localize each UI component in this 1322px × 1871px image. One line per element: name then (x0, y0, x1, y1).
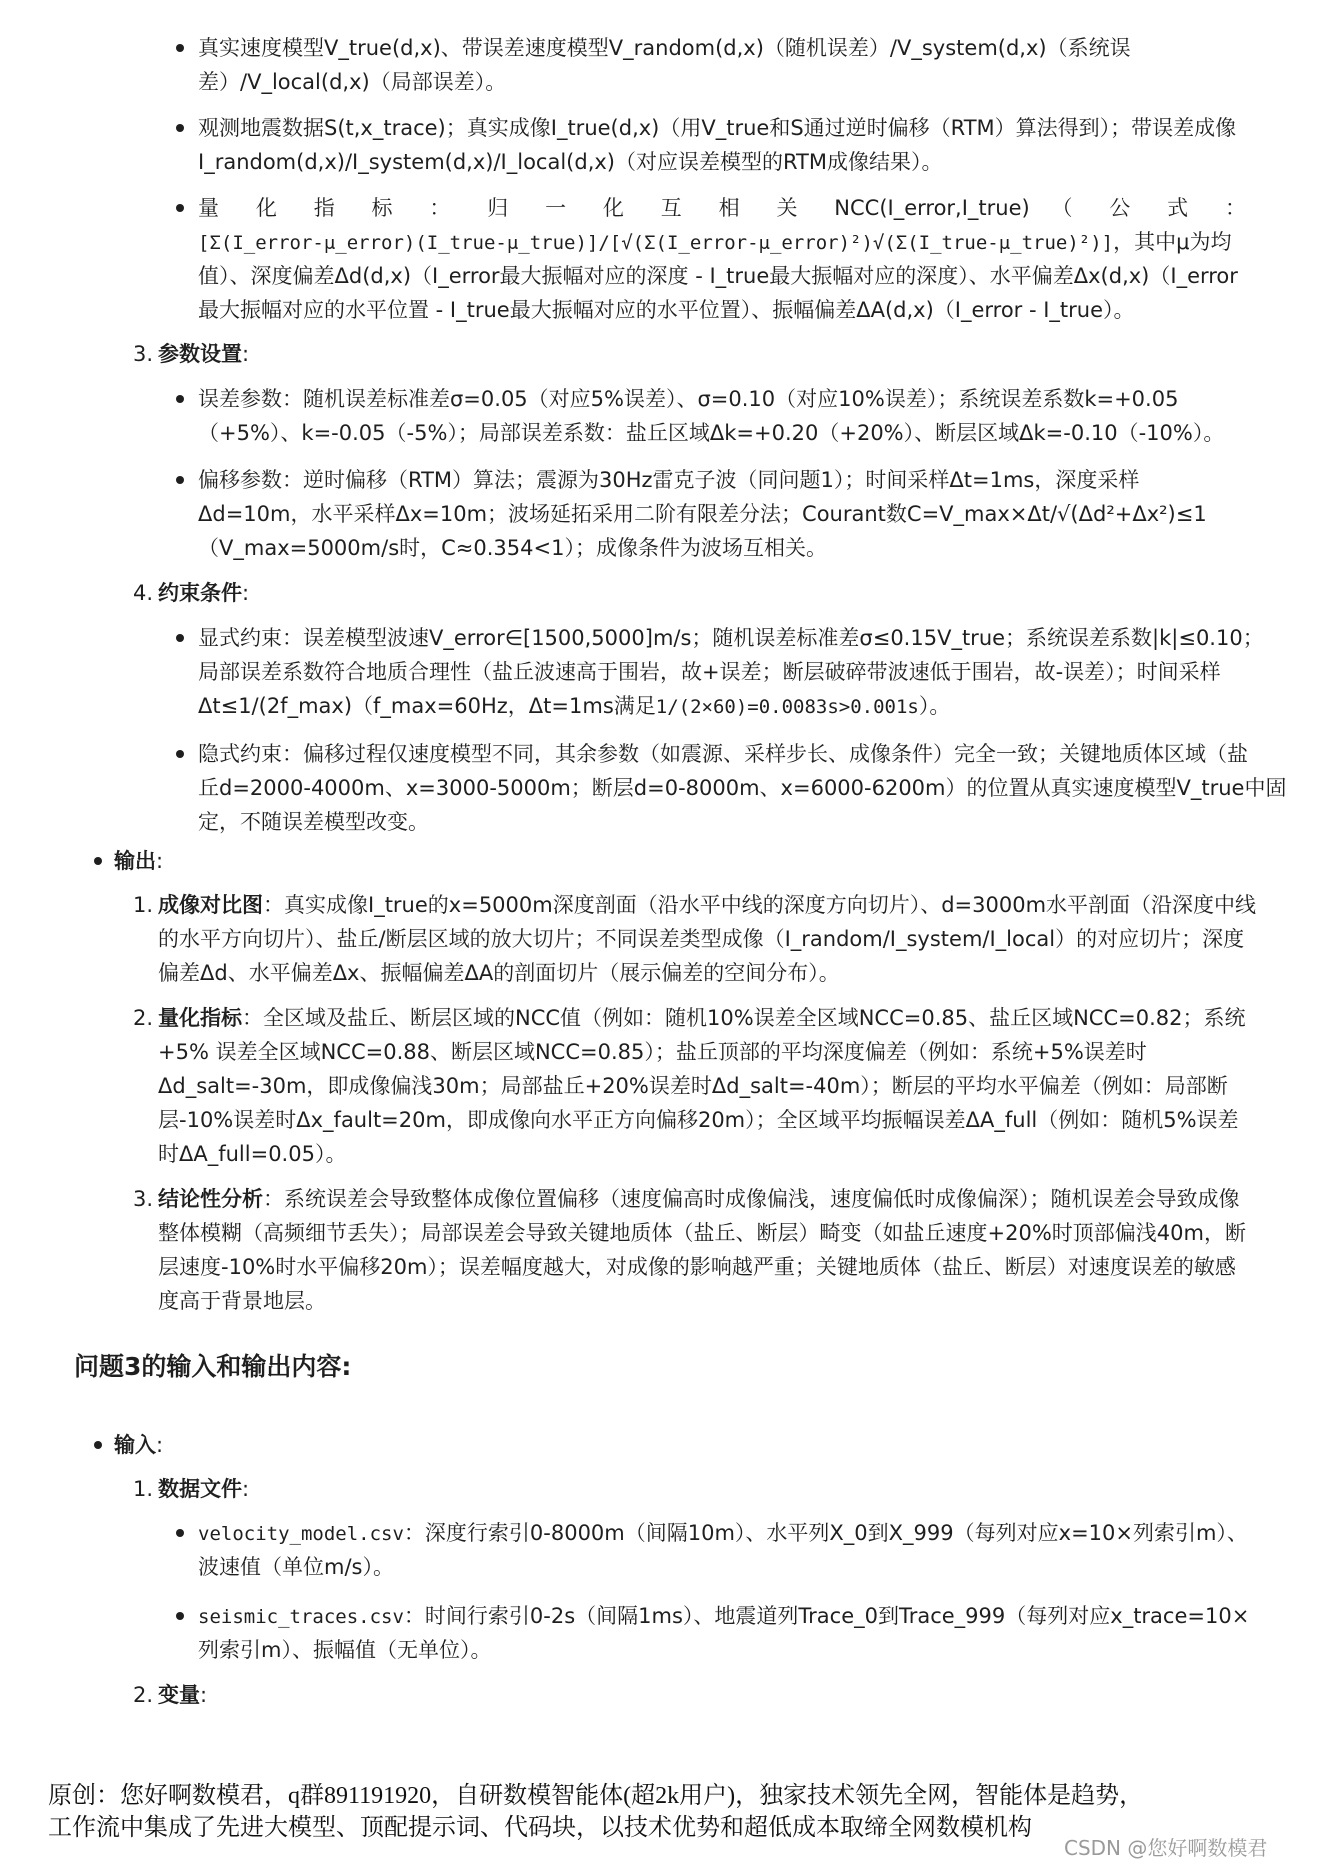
list-number: 1. (133, 1477, 154, 1501)
paragraph-line: 隐式约束：偏移过程仅速度模型不同，其余参数（如震源、采样步长、成像条件）完全一致；关键地质体区域（盐 (198, 742, 1248, 766)
paragraph-line: 波速值（单位m/s）。 (198, 1555, 394, 1579)
paragraph-line: 偏差Δd、水平偏差Δx、振幅偏差ΔA的剖面切片（展示偏差的空间分布）。 (158, 961, 840, 985)
paragraph-line: Δd_salt=-30m，即成像偏浅30m；局部盐丘+20%误差时Δd_salt=-40m）；断层的平均水平偏差（例如：局部断 (158, 1074, 1228, 1098)
list-number: 3. (133, 1187, 154, 1211)
section-heading: 问题3的输入和输出内容: (74, 1352, 352, 1381)
paragraph-line: 的水平方向切片）、盐丘/断层区域的放大切片；不同误差类型成像（I_random/I_system/I_local）的对应切片；深度 (158, 927, 1245, 951)
paragraph-line: （V_max=5000m/s时，C≈0.354<1）；成像条件为波场互相关。 (198, 536, 827, 560)
bullet (176, 634, 184, 642)
file-name-code: seismic_traces.csv (198, 1606, 404, 1628)
paragraph-line: 结论性分析：系统误差会导致整体成像位置偏移（速度偏高时成像偏浅，速度偏低时成像偏深）；随机误差会导致成像 (158, 1187, 1240, 1211)
paragraph-line: 量 化 指 标 ： 归 一 化 互 相 关 NCC(I_error,I_true) （ 公 式 ： (198, 196, 1247, 220)
paragraph-line (198, 225, 1232, 259)
paragraph-line: 误差参数：随机误差标准差σ=0.05（对应5%误差）、σ=0.10（对应10%误差）；系统误差系数k=+0.05 (198, 387, 1179, 411)
bullet (176, 750, 184, 758)
list-number: 3. (133, 342, 154, 366)
paragraph-line: 局部误差系数符合地质合理性（盐丘波速高于围岩，故+误差；断层破碎带波速低于围岩，故-误差）；时间采样 (198, 660, 1221, 684)
bullet (176, 476, 184, 484)
paragraph-line: 层-10%误差时Δx_fault=20m，即成像向水平正方向偏移20m）；全区域平均振幅误差ΔA_full（例如：随机5%误差 (158, 1108, 1239, 1132)
paragraph-line: I_random(d,x)/I_system(d,x)/I_local(d,x)（对应误差模型的RTM成像结果）。 (198, 150, 943, 174)
paragraph-line: +5% 误差全区域NCC=0.88、断层区域NCC=0.85）；盐丘顶部的平均深度偏差（例如：系统+5%误差时 (158, 1040, 1147, 1064)
paragraph-line: 偏移参数：逆时偏移（RTM）算法；震源为30Hz雷克子波（同问题1）；时间采样Δt=1ms，深度采样 (198, 468, 1140, 492)
paragraph-line: 差）/V_local(d,x)（局部误差）。 (198, 70, 507, 94)
paragraph-line: 丘d=2000-4000m、x=3000-5000m；断层d=0-8000m、x=6000-6200m）的位置从真实速度模型V_true中固 (198, 776, 1287, 800)
section-title: 输出: (114, 849, 164, 873)
section-title: 输入: (114, 1433, 164, 1457)
formula-tail: ，其中μ为均 (1113, 230, 1232, 254)
footer-line: 原创：您好啊数模君，q群891191920，自研数模智能体(超2k用户)，独家技术领先全网，智能体是趋势， (48, 1783, 1144, 1809)
section-title: 约束条件: (158, 581, 250, 605)
formula-code: [Σ(I_error-μ_error)(I_true-μ_true)]/[√(Σ(I_error-μ_error)²)√(Σ(I_true-μ_true)²)] (198, 232, 1114, 254)
paragraph-line: 整体模糊（高频细节丢失）；局部误差会导致关键地质体（盐丘、断层）畸变（如盐丘速度+20%时顶部偏浅40m，断 (158, 1221, 1246, 1245)
paragraph-line: seismic_traces.csv：时间行索引0-2s（间隔1ms）、地震道列Trace_0到Trace_999（每列对应x_trace=10× (198, 1604, 1250, 1628)
file-name-code: velocity_model.csv (198, 1523, 404, 1545)
paragraph-line: 显式约束：误差模型波速V_error∈[1500,5000]m/s；随机误差标准差σ≤0.15V_true；系统误差系数|k|≤0.10； (198, 626, 1264, 650)
paragraph-line: Δd=10m，水平采样Δx=10m；波场延拓采用二阶有限差分法；Courant数C=V_max×Δt/√(Δd²+Δx²)≤1 (198, 502, 1207, 526)
paragraph-line: 观测地震数据S(t,x_trace)；真实成像I_true(d,x)（用V_true和S通过逆时偏移（RTM）算法得到）；带误差成像 (198, 116, 1237, 140)
section-title: 变量: (158, 1683, 208, 1707)
list-number: 4. (133, 581, 154, 605)
bullet (94, 1441, 102, 1449)
watermark: CSDN @您好啊数模君 (1064, 1836, 1268, 1860)
section-title: 参数设置: (158, 342, 250, 366)
footer-line: 工作流中集成了先进大模型、顶配提示词、代码块，以技术优势和超低成本取缔全网数模机构 (48, 1815, 1032, 1841)
paragraph-line: （+5%）、k=-0.05（-5%）；局部误差系数：盐丘区域Δk=+0.20（+20%）、断层区域Δk=-0.10（-10%）。 (198, 421, 1225, 445)
paragraph-line: 度高于背景地层。 (158, 1289, 326, 1313)
list-number: 2. (133, 1006, 154, 1030)
list-number: 2. (133, 1683, 154, 1707)
paragraph-line: 值）、深度偏差Δd(d,x)（I_error最大振幅对应的深度 - I_true最大振幅对应的深度）、水平偏差Δx(d,x)（I_error (198, 264, 1238, 288)
paragraph-line: 成像对比图：真实成像I_true的x=5000m深度剖面（沿水平中线的深度方向切片）、d=3000m水平剖面（沿深度中线 (158, 893, 1257, 917)
paragraph-line: velocity_model.csv：深度行索引0-8000m（间隔10m）、水平列X_0到X_999（每列对应x=10×列索引m）、 (198, 1521, 1248, 1545)
paragraph-line: 层速度-10%时水平偏移20m）；误差幅度越大，对成像的影响越严重；关键地质体（盐丘、断层）对速度误差的敏感 (158, 1255, 1236, 1279)
paragraph-line: Δt≤1/(2f_max)（f_max=60Hz，Δt=1ms满足1/(2×60)=0.0083s>0.001s）。 (198, 694, 951, 718)
bullet (94, 857, 102, 865)
paragraph-line: 定，不随误差模型改变。 (198, 810, 429, 834)
section-title: 数据文件: (158, 1477, 250, 1501)
paragraph-line: 最大振幅对应的水平位置 - I_true最大振幅对应的水平位置）、振幅偏差ΔA(d,x)（I_error - I_true）。 (198, 298, 1135, 322)
list-number: 1. (133, 893, 154, 917)
paragraph-line: 量化指标：全区域及盐丘、断层区域的NCC值（例如：随机10%误差全区域NCC=0.85、盐丘区域NCC=0.82；系统 (158, 1006, 1246, 1030)
inline-code: 1/(2×60)=0.0083s>0.001s (655, 696, 919, 718)
bullet (176, 44, 184, 52)
bullet (176, 1612, 184, 1620)
paragraph-line: 真实速度模型V_true(d,x)、带误差速度模型V_random(d,x)（随机误差）/V_system(d,x)（系统误 (198, 36, 1131, 60)
paragraph-line: 时ΔA_full=0.05）。 (158, 1142, 347, 1166)
bullet (176, 395, 184, 403)
paragraph-line: 列索引m）、振幅值（无单位）。 (198, 1638, 492, 1662)
bullet (176, 1529, 184, 1537)
bullet (176, 124, 184, 132)
bullet (176, 204, 184, 212)
